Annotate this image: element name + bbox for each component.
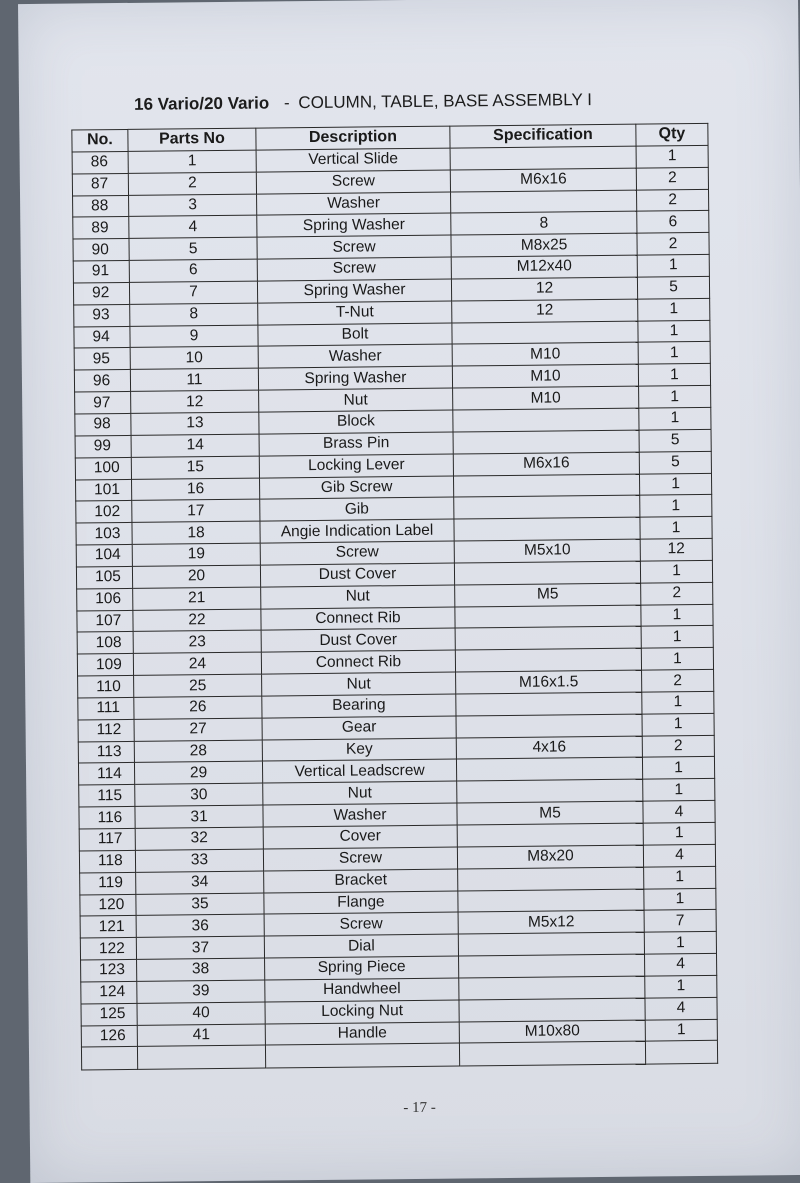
cell-no: 87 xyxy=(72,173,128,195)
cell-parts-no: 22 xyxy=(133,609,261,632)
cell-specification xyxy=(454,517,640,541)
cell-parts-no: 19 xyxy=(132,543,260,566)
cell-qty: 1 xyxy=(641,604,713,627)
cell-qty: 4 xyxy=(643,800,715,823)
cell-parts-no: 17 xyxy=(132,499,260,522)
cell-description: Nut xyxy=(259,388,453,412)
cell-no: 109 xyxy=(77,654,133,676)
cell-no: 114 xyxy=(78,763,134,785)
cell-qty: 1 xyxy=(639,407,711,430)
page-number: - 17 - xyxy=(403,1099,436,1117)
cell-specification xyxy=(453,430,639,454)
cell-parts-no: 23 xyxy=(133,630,261,653)
cell-no: 88 xyxy=(73,195,129,217)
cell-qty: 1 xyxy=(638,298,710,321)
cell-empty xyxy=(459,1042,645,1067)
cell-parts-no: 18 xyxy=(132,521,260,544)
cell-parts-no: 16 xyxy=(132,478,260,501)
document-page xyxy=(18,0,800,1183)
cell-no: 115 xyxy=(79,785,135,807)
cell-qty: 1 xyxy=(645,1019,717,1042)
cell-description: Spring Washer xyxy=(257,213,451,237)
cell-parts-no: 3 xyxy=(129,194,257,217)
cell-description: Spring Piece xyxy=(265,956,459,980)
cell-empty xyxy=(137,1045,265,1069)
cell-description: Screw xyxy=(260,541,454,565)
cell-description: Washer xyxy=(263,803,457,827)
cell-qty: 5 xyxy=(639,451,711,474)
cell-qty: 1 xyxy=(640,495,712,518)
cell-specification: M10 xyxy=(452,343,638,367)
column-header-qty: Qty xyxy=(636,123,708,146)
cell-qty: 1 xyxy=(644,888,716,911)
cell-specification: 4x16 xyxy=(456,736,642,760)
cell-description: Screw xyxy=(257,235,451,259)
cell-parts-no: 10 xyxy=(130,347,258,370)
cell-empty xyxy=(645,1041,717,1065)
cell-description: Dust Cover xyxy=(261,628,455,652)
cell-no: 118 xyxy=(79,850,135,872)
cell-description: Nut xyxy=(262,672,456,696)
cell-specification xyxy=(454,561,640,585)
cell-specification: M8x25 xyxy=(451,233,637,257)
cell-qty: 1 xyxy=(636,145,708,168)
cell-specification: M5 xyxy=(455,583,641,607)
cell-specification: 12 xyxy=(452,299,638,323)
cell-qty: 1 xyxy=(641,648,713,671)
cell-qty: 1 xyxy=(637,254,709,277)
column-header-no: No. xyxy=(72,129,128,151)
cell-parts-no: 26 xyxy=(134,696,262,719)
cell-description: Handle xyxy=(265,1022,459,1046)
model-name: 16 Vario/20 Vario xyxy=(133,93,270,114)
cell-qty: 1 xyxy=(639,385,711,408)
cell-parts-no: 12 xyxy=(131,390,259,413)
cell-specification xyxy=(459,998,645,1022)
cell-parts-no: 15 xyxy=(131,456,259,479)
cell-description: T-Nut xyxy=(258,301,452,325)
cell-description: Locking Lever xyxy=(259,454,453,478)
cell-no: 107 xyxy=(77,610,133,632)
cell-parts-no: 28 xyxy=(134,740,262,763)
cell-parts-no: 30 xyxy=(135,783,263,806)
cell-no: 101 xyxy=(76,479,132,501)
cell-description: Spring Washer xyxy=(257,279,451,303)
cell-parts-no: 39 xyxy=(137,980,265,1003)
cell-qty: 1 xyxy=(642,713,714,736)
cell-qty: 4 xyxy=(645,953,717,976)
assembly-title: COLUMN, TABLE, BASE ASSEMBLY I xyxy=(298,90,592,113)
cell-no: 93 xyxy=(74,304,130,326)
cell-no: 120 xyxy=(80,894,136,916)
parts-table-body xyxy=(72,145,718,1070)
cell-no: 90 xyxy=(73,239,129,261)
cell-qty: 12 xyxy=(640,538,712,561)
cell-description: Key xyxy=(262,738,456,762)
cell-qty: 1 xyxy=(640,517,712,540)
cell-parts-no: 29 xyxy=(134,762,262,785)
cell-parts-no: 27 xyxy=(134,718,262,741)
cell-no: 126 xyxy=(81,1025,137,1047)
cell-description: Flange xyxy=(264,891,458,915)
cell-no: 96 xyxy=(74,370,130,392)
cell-qty: 1 xyxy=(643,822,715,845)
cell-no: 110 xyxy=(78,676,134,698)
cell-description: Block xyxy=(259,410,453,434)
cell-description: Locking Nut xyxy=(265,1000,459,1024)
cell-specification xyxy=(450,146,636,170)
column-header-parts-no: Parts No xyxy=(128,128,256,151)
cell-specification xyxy=(451,190,637,214)
cell-description: Angie Indication Label xyxy=(260,519,454,543)
cell-qty: 1 xyxy=(638,320,710,343)
cell-description: Vertical Slide xyxy=(256,148,450,172)
cell-specification: M5x12 xyxy=(458,910,644,934)
cell-parts-no: 35 xyxy=(136,893,264,916)
cell-specification: M10 xyxy=(453,386,639,410)
cell-parts-no: 5 xyxy=(129,237,257,260)
cell-qty: 4 xyxy=(645,997,717,1020)
cell-no: 105 xyxy=(76,566,132,588)
cell-specification xyxy=(457,779,643,803)
cell-empty xyxy=(265,1043,459,1068)
cell-no: 104 xyxy=(76,544,132,566)
cell-no: 99 xyxy=(75,435,131,457)
cell-specification xyxy=(455,626,641,650)
cell-no: 116 xyxy=(79,807,135,829)
cell-qty: 5 xyxy=(639,429,711,452)
cell-no: 122 xyxy=(80,938,136,960)
cell-no: 97 xyxy=(75,392,131,414)
cell-parts-no: 41 xyxy=(137,1024,265,1047)
title-separator: - xyxy=(283,93,290,113)
cell-no: 100 xyxy=(75,457,131,479)
cell-specification: M10x80 xyxy=(459,1020,645,1044)
cell-parts-no: 2 xyxy=(128,172,256,195)
cell-parts-no: 6 xyxy=(129,259,257,282)
cell-empty xyxy=(81,1047,137,1071)
cell-qty: 2 xyxy=(641,582,713,605)
cell-qty: 2 xyxy=(642,735,714,758)
cell-specification: 12 xyxy=(451,277,637,301)
cell-qty: 1 xyxy=(644,866,716,889)
cell-no: 98 xyxy=(75,413,131,435)
cell-qty: 6 xyxy=(637,211,709,234)
cell-description: Screw xyxy=(257,257,451,281)
column-header-description: Description xyxy=(256,126,450,150)
cell-parts-no: 40 xyxy=(137,1002,265,1025)
cell-no: 86 xyxy=(72,151,128,173)
cell-description: Gear xyxy=(262,716,456,740)
cell-specification xyxy=(459,954,645,978)
cell-description: Dial xyxy=(264,934,458,958)
cell-qty: 1 xyxy=(642,757,714,780)
cell-description: Screw xyxy=(263,847,457,871)
cell-description: Nut xyxy=(263,781,457,805)
cell-qty: 4 xyxy=(643,844,715,867)
cell-specification xyxy=(456,714,642,738)
cell-parts-no: 32 xyxy=(135,827,263,850)
cell-qty: 2 xyxy=(642,669,714,692)
cell-description: Handwheel xyxy=(265,978,459,1002)
cell-parts-no: 36 xyxy=(136,914,264,937)
cell-specification xyxy=(453,408,639,432)
cell-specification: M8x20 xyxy=(457,845,643,869)
cell-specification: M5 xyxy=(457,801,643,825)
cell-no: 91 xyxy=(73,260,129,282)
cell-specification: M10 xyxy=(452,364,638,388)
cell-qty: 1 xyxy=(638,364,710,387)
cell-parts-no: 4 xyxy=(129,215,257,238)
cell-description: Connect Rib xyxy=(261,650,455,674)
cell-specification xyxy=(455,648,641,672)
cell-specification: M6x16 xyxy=(450,168,636,192)
cell-specification xyxy=(452,321,638,345)
cell-no: 108 xyxy=(77,632,133,654)
cell-parts-no: 1 xyxy=(128,150,256,173)
cell-parts-no: 8 xyxy=(130,303,258,326)
cell-description: Dust Cover xyxy=(260,563,454,587)
cell-description: Connect Rib xyxy=(261,607,455,631)
cell-qty: 1 xyxy=(638,342,710,365)
cell-description: Bracket xyxy=(264,869,458,893)
cell-no: 92 xyxy=(73,282,129,304)
cell-qty: 1 xyxy=(639,473,711,496)
cell-no: 113 xyxy=(78,741,134,763)
cell-qty: 5 xyxy=(637,276,709,299)
cell-description: Screw xyxy=(256,170,450,194)
cell-no: 95 xyxy=(74,348,130,370)
cell-no: 102 xyxy=(76,501,132,523)
cell-qty: 7 xyxy=(644,910,716,933)
cell-qty: 1 xyxy=(645,975,717,998)
cell-specification xyxy=(459,976,645,1000)
cell-description: Washer xyxy=(257,192,451,216)
cell-description: Gib xyxy=(260,497,454,521)
cell-no: 112 xyxy=(78,719,134,741)
cell-description: Bolt xyxy=(258,323,452,347)
cell-qty: 2 xyxy=(636,189,708,212)
cell-description: Screw xyxy=(264,912,458,936)
cell-qty: 1 xyxy=(644,932,716,955)
cell-specification xyxy=(458,932,644,956)
cell-description: Cover xyxy=(263,825,457,849)
cell-specification xyxy=(458,867,644,891)
cell-parts-no: 34 xyxy=(136,871,264,894)
cell-no: 94 xyxy=(74,326,130,348)
cell-description: Brass Pin xyxy=(259,432,453,456)
cell-specification: M6x16 xyxy=(453,452,639,476)
cell-specification xyxy=(454,495,640,519)
cell-specification xyxy=(456,758,642,782)
cell-no: 124 xyxy=(81,981,137,1003)
cell-description: Washer xyxy=(258,344,452,368)
cell-no: 111 xyxy=(78,697,134,719)
cell-parts-no: 21 xyxy=(133,587,261,610)
cell-no: 103 xyxy=(76,523,132,545)
cell-parts-no: 7 xyxy=(129,281,257,304)
cell-parts-no: 38 xyxy=(137,958,265,981)
cell-specification xyxy=(456,692,642,716)
cell-qty: 2 xyxy=(636,167,708,190)
column-header-specification: Specification xyxy=(450,124,636,148)
cell-no: 106 xyxy=(77,588,133,610)
cell-specification: M12x40 xyxy=(451,255,637,279)
cell-no: 123 xyxy=(81,959,137,981)
cell-parts-no: 24 xyxy=(133,652,261,675)
cell-parts-no: 13 xyxy=(131,412,259,435)
cell-description: Vertical Leadscrew xyxy=(262,760,456,784)
cell-no: 89 xyxy=(73,217,129,239)
cell-parts-no: 33 xyxy=(135,849,263,872)
cell-no: 117 xyxy=(79,828,135,850)
cell-description: Spring Washer xyxy=(258,366,452,390)
cell-qty: 2 xyxy=(637,233,709,256)
cell-specification: M16x1.5 xyxy=(456,670,642,694)
cell-no: 125 xyxy=(81,1003,137,1025)
cell-parts-no: 25 xyxy=(134,674,262,697)
page-title xyxy=(134,89,694,115)
cell-specification: M5x10 xyxy=(454,539,640,563)
cell-parts-no: 11 xyxy=(130,368,258,391)
cell-specification: 8 xyxy=(451,211,637,235)
cell-specification xyxy=(455,605,641,629)
cell-specification xyxy=(458,889,644,913)
cell-qty: 1 xyxy=(642,691,714,714)
cell-qty: 1 xyxy=(643,779,715,802)
cell-no: 119 xyxy=(80,872,136,894)
cell-description: Gib Screw xyxy=(259,476,453,500)
cell-specification xyxy=(457,823,643,847)
cell-parts-no: 37 xyxy=(136,936,264,959)
cell-parts-no: 20 xyxy=(132,565,260,588)
cell-parts-no: 31 xyxy=(135,805,263,828)
cell-parts-no: 14 xyxy=(131,434,259,457)
cell-specification xyxy=(453,474,639,498)
parts-table xyxy=(71,123,718,1071)
cell-qty: 1 xyxy=(641,626,713,649)
cell-parts-no: 9 xyxy=(130,325,258,348)
cell-description: Bearing xyxy=(262,694,456,718)
cell-qty: 1 xyxy=(640,560,712,583)
cell-no: 121 xyxy=(80,916,136,938)
cell-description: Nut xyxy=(261,585,455,609)
